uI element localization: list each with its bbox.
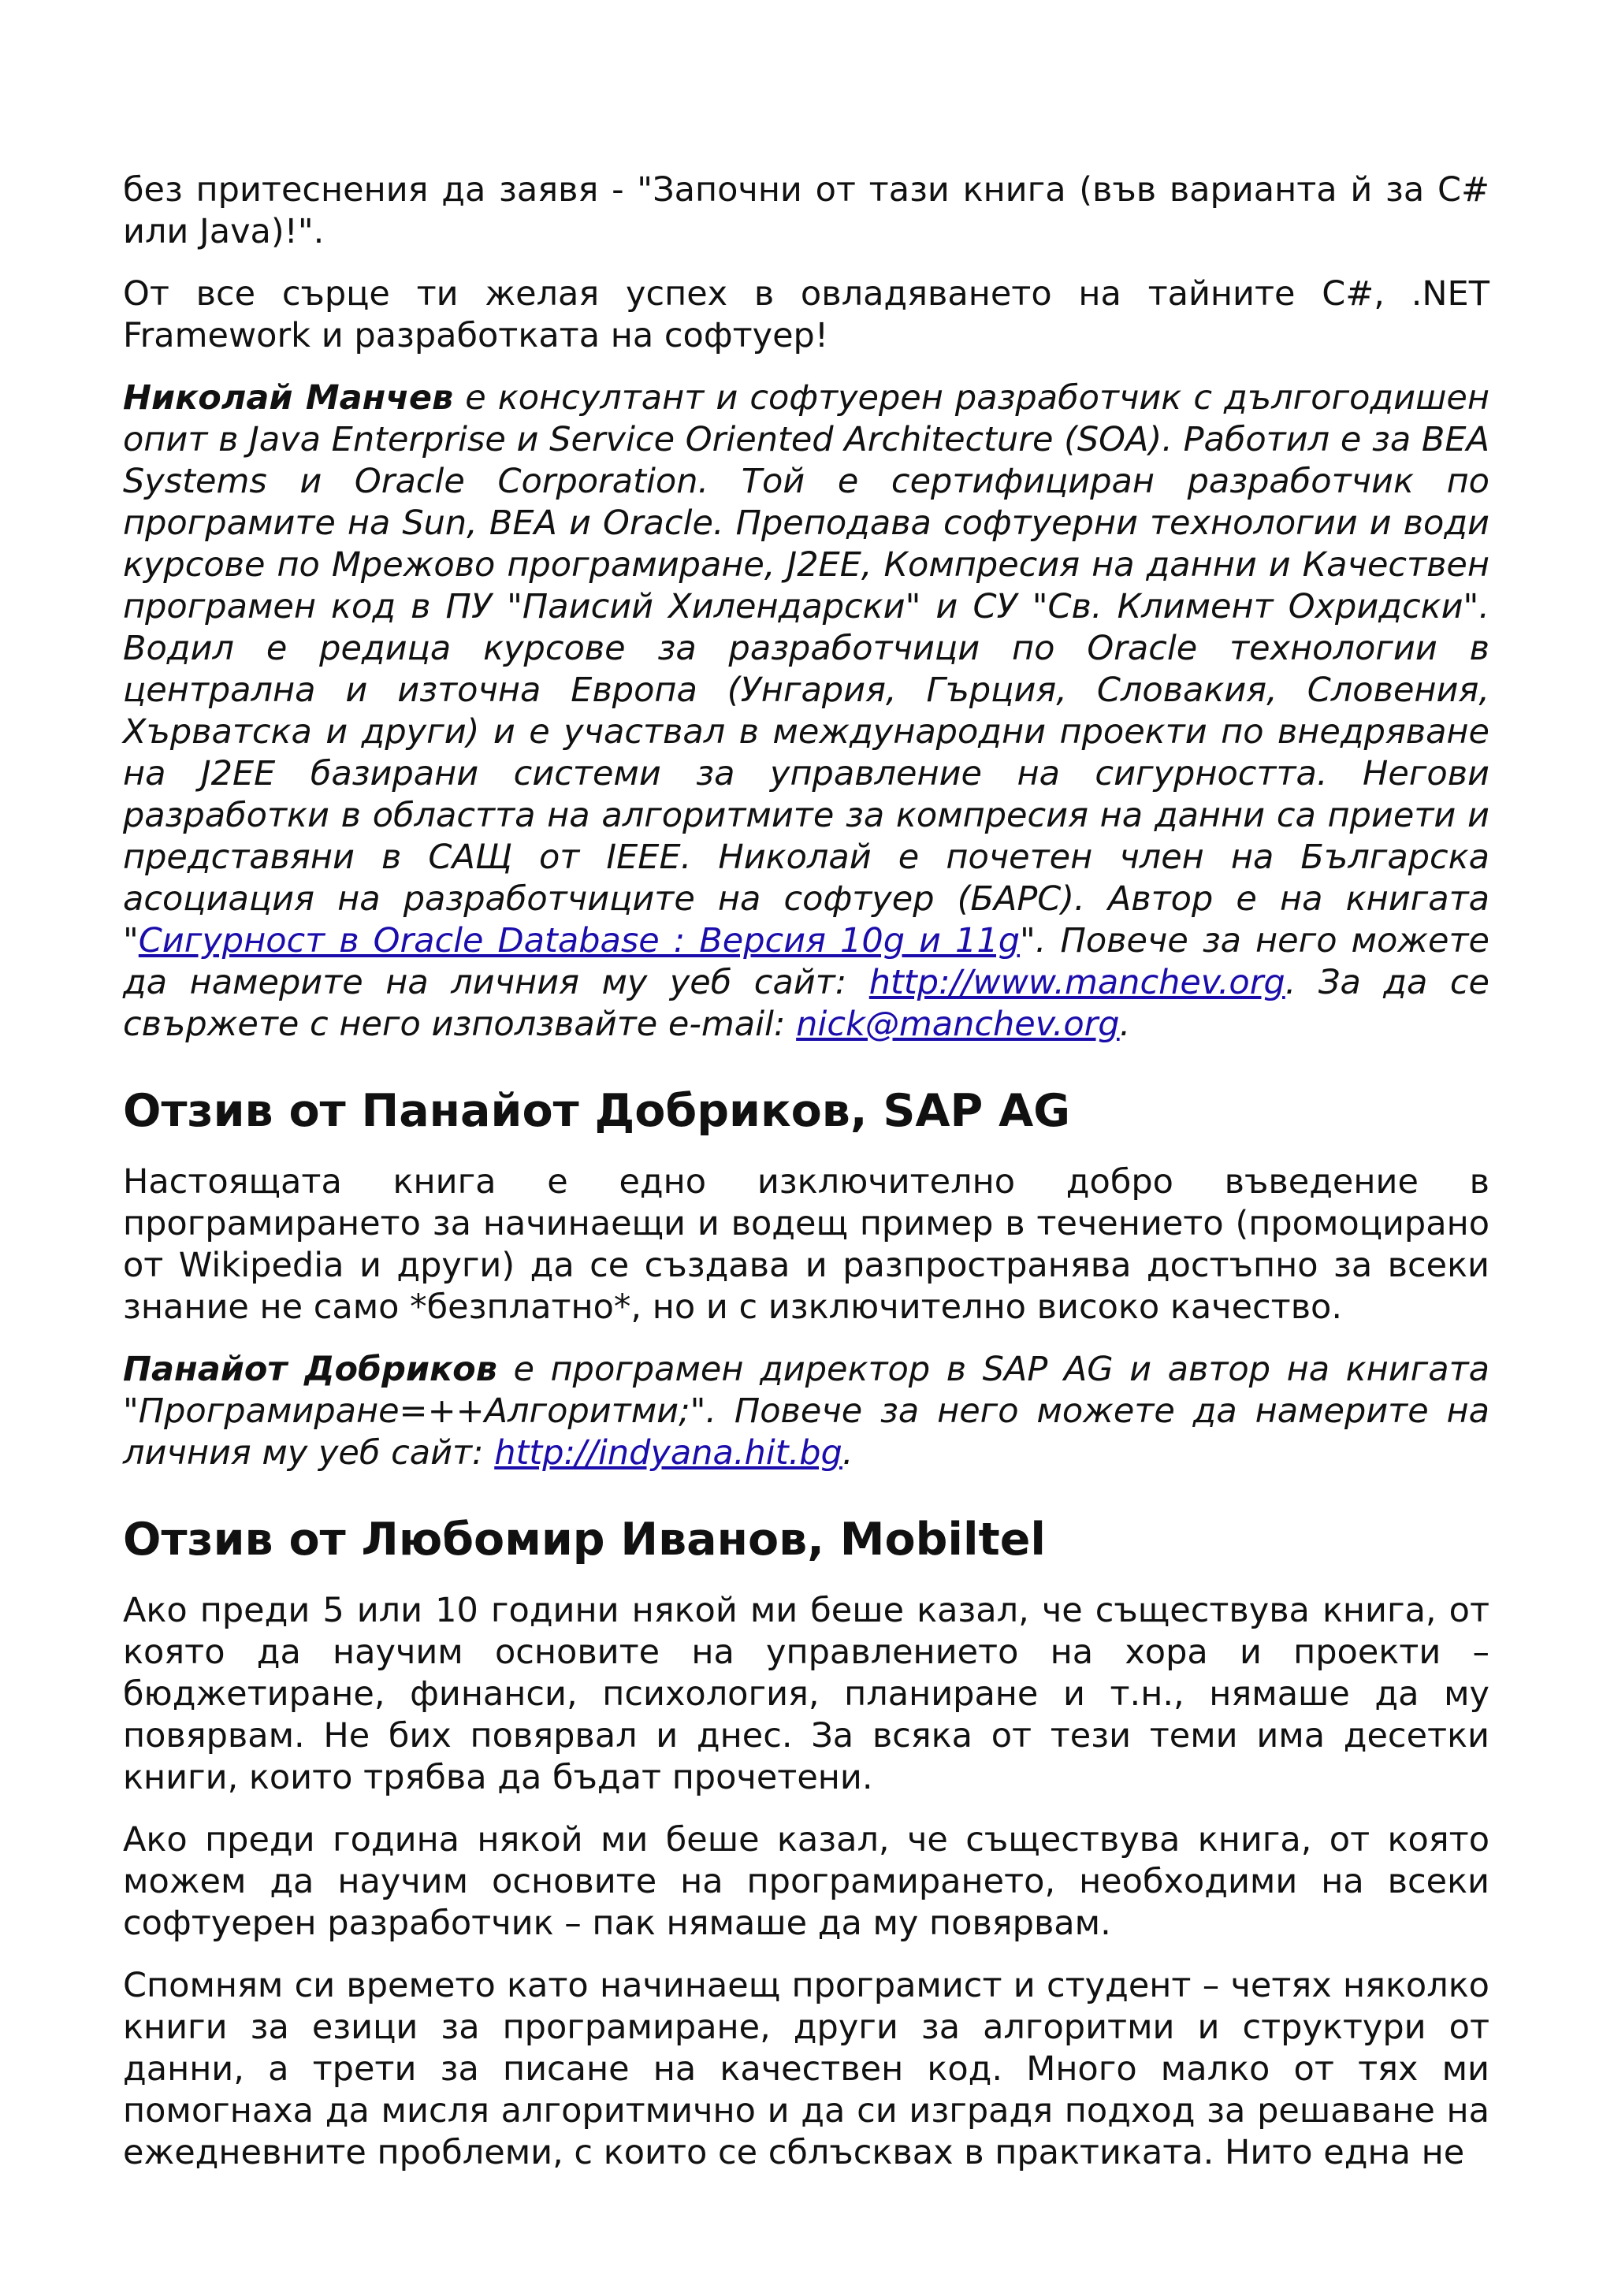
page-content [123, 169, 1489, 2194]
manchev-book-link[interactable]: Сигурност в Oracle Database : Версия 10g и 11g [138, 921, 1021, 960]
manchev-bio-text-c: . За да се свържете с него използвайте e-mail: [123, 963, 1489, 1044]
ivanov-paragraph-1: Ако преди 5 или 10 години някой ми беше казал, че съществува книга, от която да научим основите на управлението на хора и проекти – бюджетиране, финанси, психология, планиране и т.н., нямаше да му повярвам. Не бих повярвал и днес. За всяка от тези теми има десетки книги, които трябва да бъдат прочетени. [123, 1591, 1489, 1797]
dobrikov-heading: Отзив от Панайот Добриков, SAP AG [123, 1085, 1071, 1137]
dobrikov-bio [123, 1349, 1489, 1474]
intro-paragraph-2: От все сърце ти желая успех в овладяването на тайните C#, .NET Framework и разработката на софтуер! [123, 274, 1489, 355]
manchev-email-link[interactable]: nick@manchev.org [796, 1005, 1120, 1044]
dobrikov-bio-text-b: . [842, 1433, 853, 1473]
manchev-bio-text-b: ". Повече за него можете да намерите на личния му уеб сайт: [123, 921, 1489, 1002]
manchev-bio [123, 377, 1489, 1046]
intro-paragraph-1: без притеснения да заявя - "Започни от тази книга (във варианта й за C# или Java)!". [123, 170, 1489, 251]
manchev-bio-text-d: . [1119, 1005, 1131, 1044]
dobrikov-review: Настоящата книга е едно изключително добро въведение в програмирането за начинаещи и водещ пример в течението (промоцирано от Wikipedia и други) да се създава и разпространява достъпно за всеки знание не само *безплатно*, но и с изключително високо качество. [123, 1162, 1489, 1327]
manchev-site-link[interactable]: http://www.manchev.org [868, 963, 1285, 1002]
dobrikov-name: Панайот Добриков [123, 1350, 497, 1389]
ivanov-heading: Отзив от Любомир Иванов, Mobiltel [123, 1514, 1046, 1566]
dobrikov-site-link[interactable]: http://indyana.hit.bg [494, 1433, 842, 1473]
ivanov-paragraph-2: Ако преди година някой ми беше казал, че съществува книга, от която можем да научим основите на програмирането, необходими на всеки софтуерен разработчик – пак нямаше да му повярвам. [123, 1820, 1489, 1943]
manchev-name: Николай Манчев [123, 378, 454, 418]
ivanov-paragraph-3: Спомням си времето като начинаещ програмист и студент – четях няколко книги за езици за програмиране, други за алгоритми и структури от данни, а трети за писане на качествен код. Много малко от тях ми помогнаха да мисля алгоритмично и да си изградя подход за решаване на ежедневните проблеми, с които се сблъсквах в практиката. Нито една не [123, 1966, 1489, 2172]
manchev-bio-text-a: е консултант и софтуерен разработчик с дългогодишен опит в Java Enterprise и Service Oriented Architecture (SOA). Работил е за BEA Systems и Oracle Corporation. Той е сертифициран разработчик по програмите на Sun, BEA и Oracle. Преподава софтуерни технологии и води курсове по Мрежово програмиране, J2EE, Компресия на данни и Качествен програмен код в ПУ "Паисий Хилендарски" и СУ "Св. Климент Охридски". Водил е редица курсове за разработчици по Oracle технологии в централна и източна Европа (Унгария, Гърция, Словакия, Словения, Хърватска и други) и е участвал в международни проекти по внедряване на J2EE базирани системи за управление на сигурността. Негови разработки в областта на алгоритмите за компресия на данни са приети и представяни в САЩ от IEEE. Николай е почетен член на Българска асоциация на разработчиците на софтуер (БАРС). Автор е на книгата " [123, 378, 1489, 960]
dobrikov-bio-text-a: е програмен директор в SAP AG и автор на книгата "Програмиране=++Алгоритми;". Повече за него можете да намерите на личния му уеб сайт: [123, 1350, 1489, 1473]
